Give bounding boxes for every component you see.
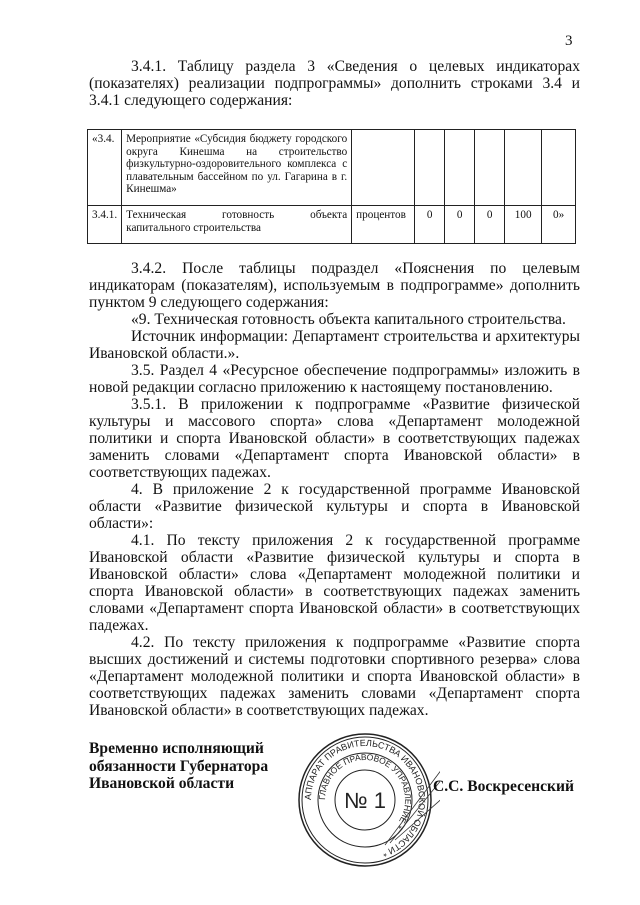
body-text [89, 260, 580, 719]
table-row [88, 206, 576, 244]
title-line: Ивановской области [89, 775, 235, 792]
official-stamp-icon [290, 725, 440, 875]
row-unit: процентов [352, 206, 415, 244]
signatory-name: С.С. Воскресенский [433, 778, 574, 795]
row-value: 0» [542, 206, 576, 244]
paragraph: 3.5.1. В приложении к подпрограмме «Развитие физической культуры и массового спорта» слова «Департамент молодежной политики и спорта Ивановской области» в соответствующих падежах заменить словами «Департамент спорта Ивановской области» в соответствующих падежах. [89, 396, 580, 481]
title-line: Временно исполняющий [89, 740, 264, 757]
row-unit [352, 130, 415, 206]
signatory-title [89, 740, 268, 793]
paragraph: «9. Техническая готовность объекта капитального строительства. [131, 311, 566, 328]
paragraph: 3.5. Раздел 4 «Ресурсное обеспечение подпрограммы» изложить в новой редакции согласно приложению к настоящему постановлению. [89, 362, 580, 396]
svg-text:АППАРАТ ПРАВИТЕЛЬСТВА ИВАНОВСК: АППАРАТ ПРАВИТЕЛЬСТВА ИВАНОВСКОЙ ОБЛАСТИ * [302, 737, 428, 859]
row-value: 0 [445, 206, 475, 244]
row-value: 100 [505, 206, 542, 244]
row-number: 3.4.1. [88, 206, 122, 244]
svg-text:ГЛАВНОЕ ПРАВОВОЕ УПРАВЛЕНИЕ *: ГЛАВНОЕ ПРАВОВОЕ УПРАВЛЕНИЕ * [316, 751, 414, 831]
row-number: «3.4. [88, 130, 122, 206]
paragraph: Источник информации: Департамент строительства и архитектуры Ивановской области.». [89, 328, 580, 362]
row-value: 0 [475, 206, 505, 244]
paragraph-3-4-1 [89, 58, 580, 109]
paragraph: 3.4.2. После таблицы подраздел «Пояснения по целевым индикаторам (показателям), используемым в подпрограмме» дополнить пунктом 9 следующего содержания: [89, 260, 580, 311]
row-description: Техническая готовность объекта капитального строительства [122, 206, 352, 244]
indicators-table [87, 129, 576, 244]
paragraph: 4. В приложение 2 к государственной программе Ивановской области «Развитие физической культуры и спорта в Ивановской области»: [89, 481, 580, 532]
table-row [88, 130, 576, 206]
paragraph-text: 3.4.1. Таблицу раздела 3 «Сведения о целевых индикаторах (показателях) реализации подпрограммы» дополнить строками 3.4 и 3.4.1 следующего содержания: [89, 58, 580, 109]
title-line: обязанности Губернатора [89, 757, 269, 775]
svg-text:№ 1: № 1 [344, 788, 386, 813]
page-number: 3 [565, 33, 573, 49]
row-value: 0 [415, 206, 445, 244]
row-description: Мероприятие «Субсидия бюджету городского округа Кинешма на строительство физкультурно-оздоровительного комплекса с плавательным бассейном по ул. Гагарина в г. Кинешма» [122, 130, 352, 206]
paragraph: 4.2. По тексту приложения к подпрограмме «Развитие спорта высших достижений и системы подготовки спортивного резерва» слова «Департамент молодежной политики и спорта Ивановской области» в соответствующих падежах заменить словами «Департамент спорта Ивановской области» в соответствующих падежах. [89, 634, 580, 719]
paragraph: 4.1. По тексту приложения 2 к государственной программе Ивановской области «Развитие физической культуры и спорта в Ивановской области» слова «Департамент молодежной политики и спорта Ивановской области» в соответствующих падежах заменить словами «Департамент спорта Ивановской области» в соответствующих падежах. [89, 532, 580, 634]
